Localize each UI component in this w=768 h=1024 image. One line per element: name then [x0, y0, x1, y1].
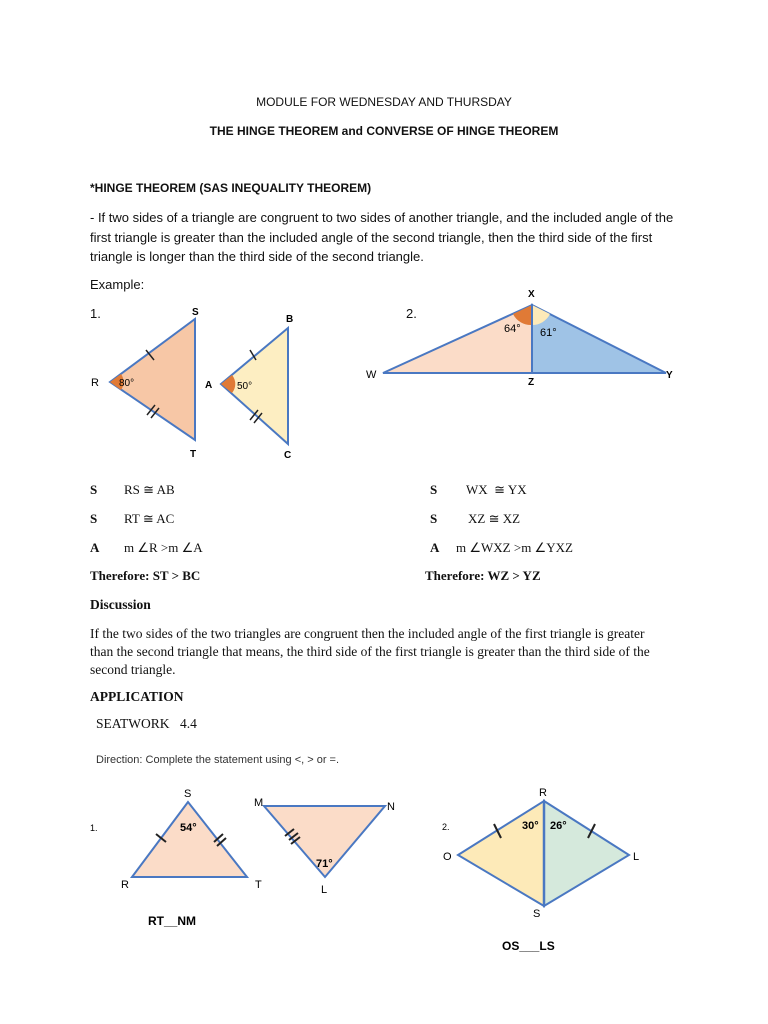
- ex1-proof-stmt-3: m ∠R >m ∠A: [124, 540, 203, 555]
- triangle-ROS: [458, 801, 544, 906]
- example2-figure: [360, 282, 690, 392]
- ex2-proof-stmt-3: m ∠WXZ >m ∠YXZ: [456, 540, 573, 555]
- problem2-figure: [430, 780, 670, 970]
- p2-label-S: S: [533, 908, 541, 920]
- p2-label-R: R: [539, 787, 547, 799]
- ex2-proof-stmt-2: XZ ≅ XZ: [468, 511, 521, 526]
- angle-R-label: 80°: [119, 378, 135, 389]
- label-C: C: [284, 450, 292, 461]
- p1-label-N: N: [387, 801, 395, 813]
- p1-angle-L: 71°: [316, 858, 333, 870]
- ex2-therefore: Therefore: WZ > YZ: [425, 568, 541, 583]
- ex2-proof-key-3: A: [430, 540, 440, 555]
- triangle-YXZ: [532, 305, 666, 373]
- label-W: W: [366, 369, 377, 381]
- application-heading: APPLICATION: [90, 689, 184, 704]
- ex1-proof-key-2: S: [90, 511, 98, 526]
- example1-figure: [80, 300, 320, 465]
- seatwork-number: 4.4: [180, 716, 197, 731]
- example2-number: 2.: [406, 306, 417, 321]
- p1-label-L: L: [321, 884, 328, 896]
- label-B: B: [286, 314, 294, 325]
- angle-right-label: 61°: [540, 327, 557, 339]
- hinge-heading: *HINGE THEOREM (SAS INEQUALITY THEOREM): [90, 181, 372, 195]
- p1-label-S: S: [184, 788, 192, 800]
- hinge-definition: - If two sides of a triangle are congruent to two sides of another triangle, and the included angle of the first triangle is greater than the included angle of the second triangle, then the third side of the first triangle is longer than the third side of the second triangle.: [90, 210, 674, 264]
- p1-label-M: M: [254, 797, 264, 809]
- angle-left-label: 64°: [504, 323, 521, 335]
- p2-angle-left: 30°: [522, 820, 539, 832]
- label-Z: Z: [528, 377, 535, 388]
- problem2-number: 2.: [442, 822, 450, 832]
- p2-label-L: L: [633, 851, 640, 863]
- example-label: Example:: [90, 277, 145, 292]
- angle-A-label: 50°: [237, 381, 253, 392]
- p1-label-T: T: [255, 879, 262, 891]
- problem1-figure: [80, 785, 410, 935]
- ex2-proof-key-1: S: [430, 482, 438, 497]
- ex1-proof-stmt-1: RS ≅ AB: [124, 482, 175, 497]
- ex1-therefore: Therefore: ST > BC: [90, 568, 201, 583]
- label-Y: Y: [666, 370, 673, 381]
- p2-label-O: O: [443, 851, 452, 863]
- problem1-statement: RT__NM: [148, 914, 197, 928]
- p2-angle-right: 26°: [550, 820, 567, 832]
- triangle-SRT: [132, 802, 247, 877]
- p1-angle-S: 54°: [180, 822, 197, 834]
- triangle-WXZ: [383, 305, 532, 373]
- direction-text: Direction: Complete the statement using <, > or =.: [96, 754, 340, 766]
- discussion-text: If the two sides of the two triangles are congruent then the included angle of the first triangle is greater than the second triangle that means, the third side of the first triangle is greater than the third side of the second triangle.: [90, 626, 650, 677]
- example1-number: 1.: [90, 306, 101, 321]
- problem2-statement: OS___LS: [502, 939, 555, 953]
- ex2-proof-stmt-1: WX ≅ YX: [466, 482, 527, 497]
- discussion-heading: Discussion: [90, 597, 151, 612]
- label-R: R: [91, 377, 99, 389]
- label-T: T: [190, 449, 197, 460]
- triangle-RLS: [544, 801, 629, 906]
- label-X: X: [528, 289, 535, 300]
- module-title: MODULE FOR WEDNESDAY AND THURSDAY: [256, 95, 512, 109]
- label-S: S: [192, 307, 199, 318]
- ex2-proof-key-2: S: [430, 511, 438, 526]
- main-title: THE HINGE THEOREM and CONVERSE OF HINGE THEOREM: [209, 124, 559, 138]
- p1-label-R: R: [121, 879, 129, 891]
- ex1-proof-key-1: S: [90, 482, 98, 497]
- ex1-proof-key-3: A: [90, 540, 100, 555]
- label-A: A: [205, 380, 213, 391]
- seatwork-label: SEATWORK: [96, 716, 170, 731]
- problem1-number: 1.: [90, 823, 98, 833]
- ex1-proof-stmt-2: RT ≅ AC: [124, 511, 175, 526]
